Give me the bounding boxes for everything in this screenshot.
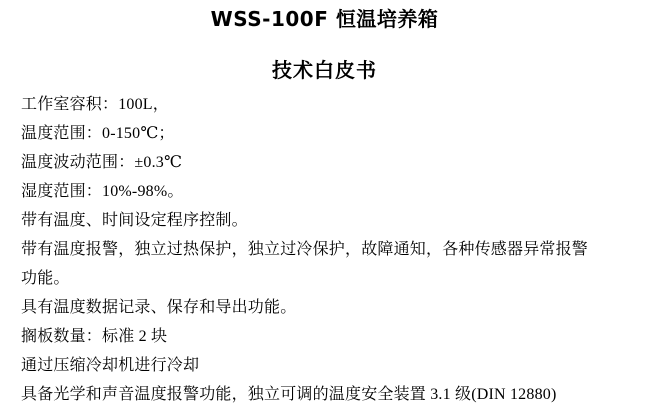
doc-line-temp-range: 温度范围：0-150℃；: [21, 125, 175, 142]
document-body: [0, 90, 649, 409]
doc-line-alarm-protection: 带有温度报警，独立过热保护，独立过冷保护，故障通知，各种传感器异常报警: [21, 241, 589, 258]
document-title: WSS-100F 恒温培养箱: [210, 7, 439, 31]
doc-line-shelf-count: 搁板数量：标准 2 块: [21, 328, 168, 345]
doc-line-program-control: 带有温度、时间设定程序控制。: [21, 212, 248, 229]
doc-line-temp-fluctuation: 温度波动范围：±0.3℃: [21, 154, 183, 171]
doc-line-humidity-range: 湿度范围：10%-98%。: [21, 183, 184, 200]
doc-line-work-volume: 工作室容积：100L，: [21, 96, 169, 113]
document-subtitle: 技术白皮书: [272, 58, 377, 82]
doc-line-safety-device: 具备光学和声音温度报警功能，独立可调的温度安全装置 3.1 级(DIN 12880): [21, 386, 557, 403]
doc-line-compressor-cooling: 通过压缩冷却机进行冷却: [21, 357, 200, 374]
doc-line-data-record: 具有温度数据记录、保存和导出功能。: [21, 299, 297, 316]
doc-line-alarm-protection-wrap: 功能。: [21, 270, 70, 287]
